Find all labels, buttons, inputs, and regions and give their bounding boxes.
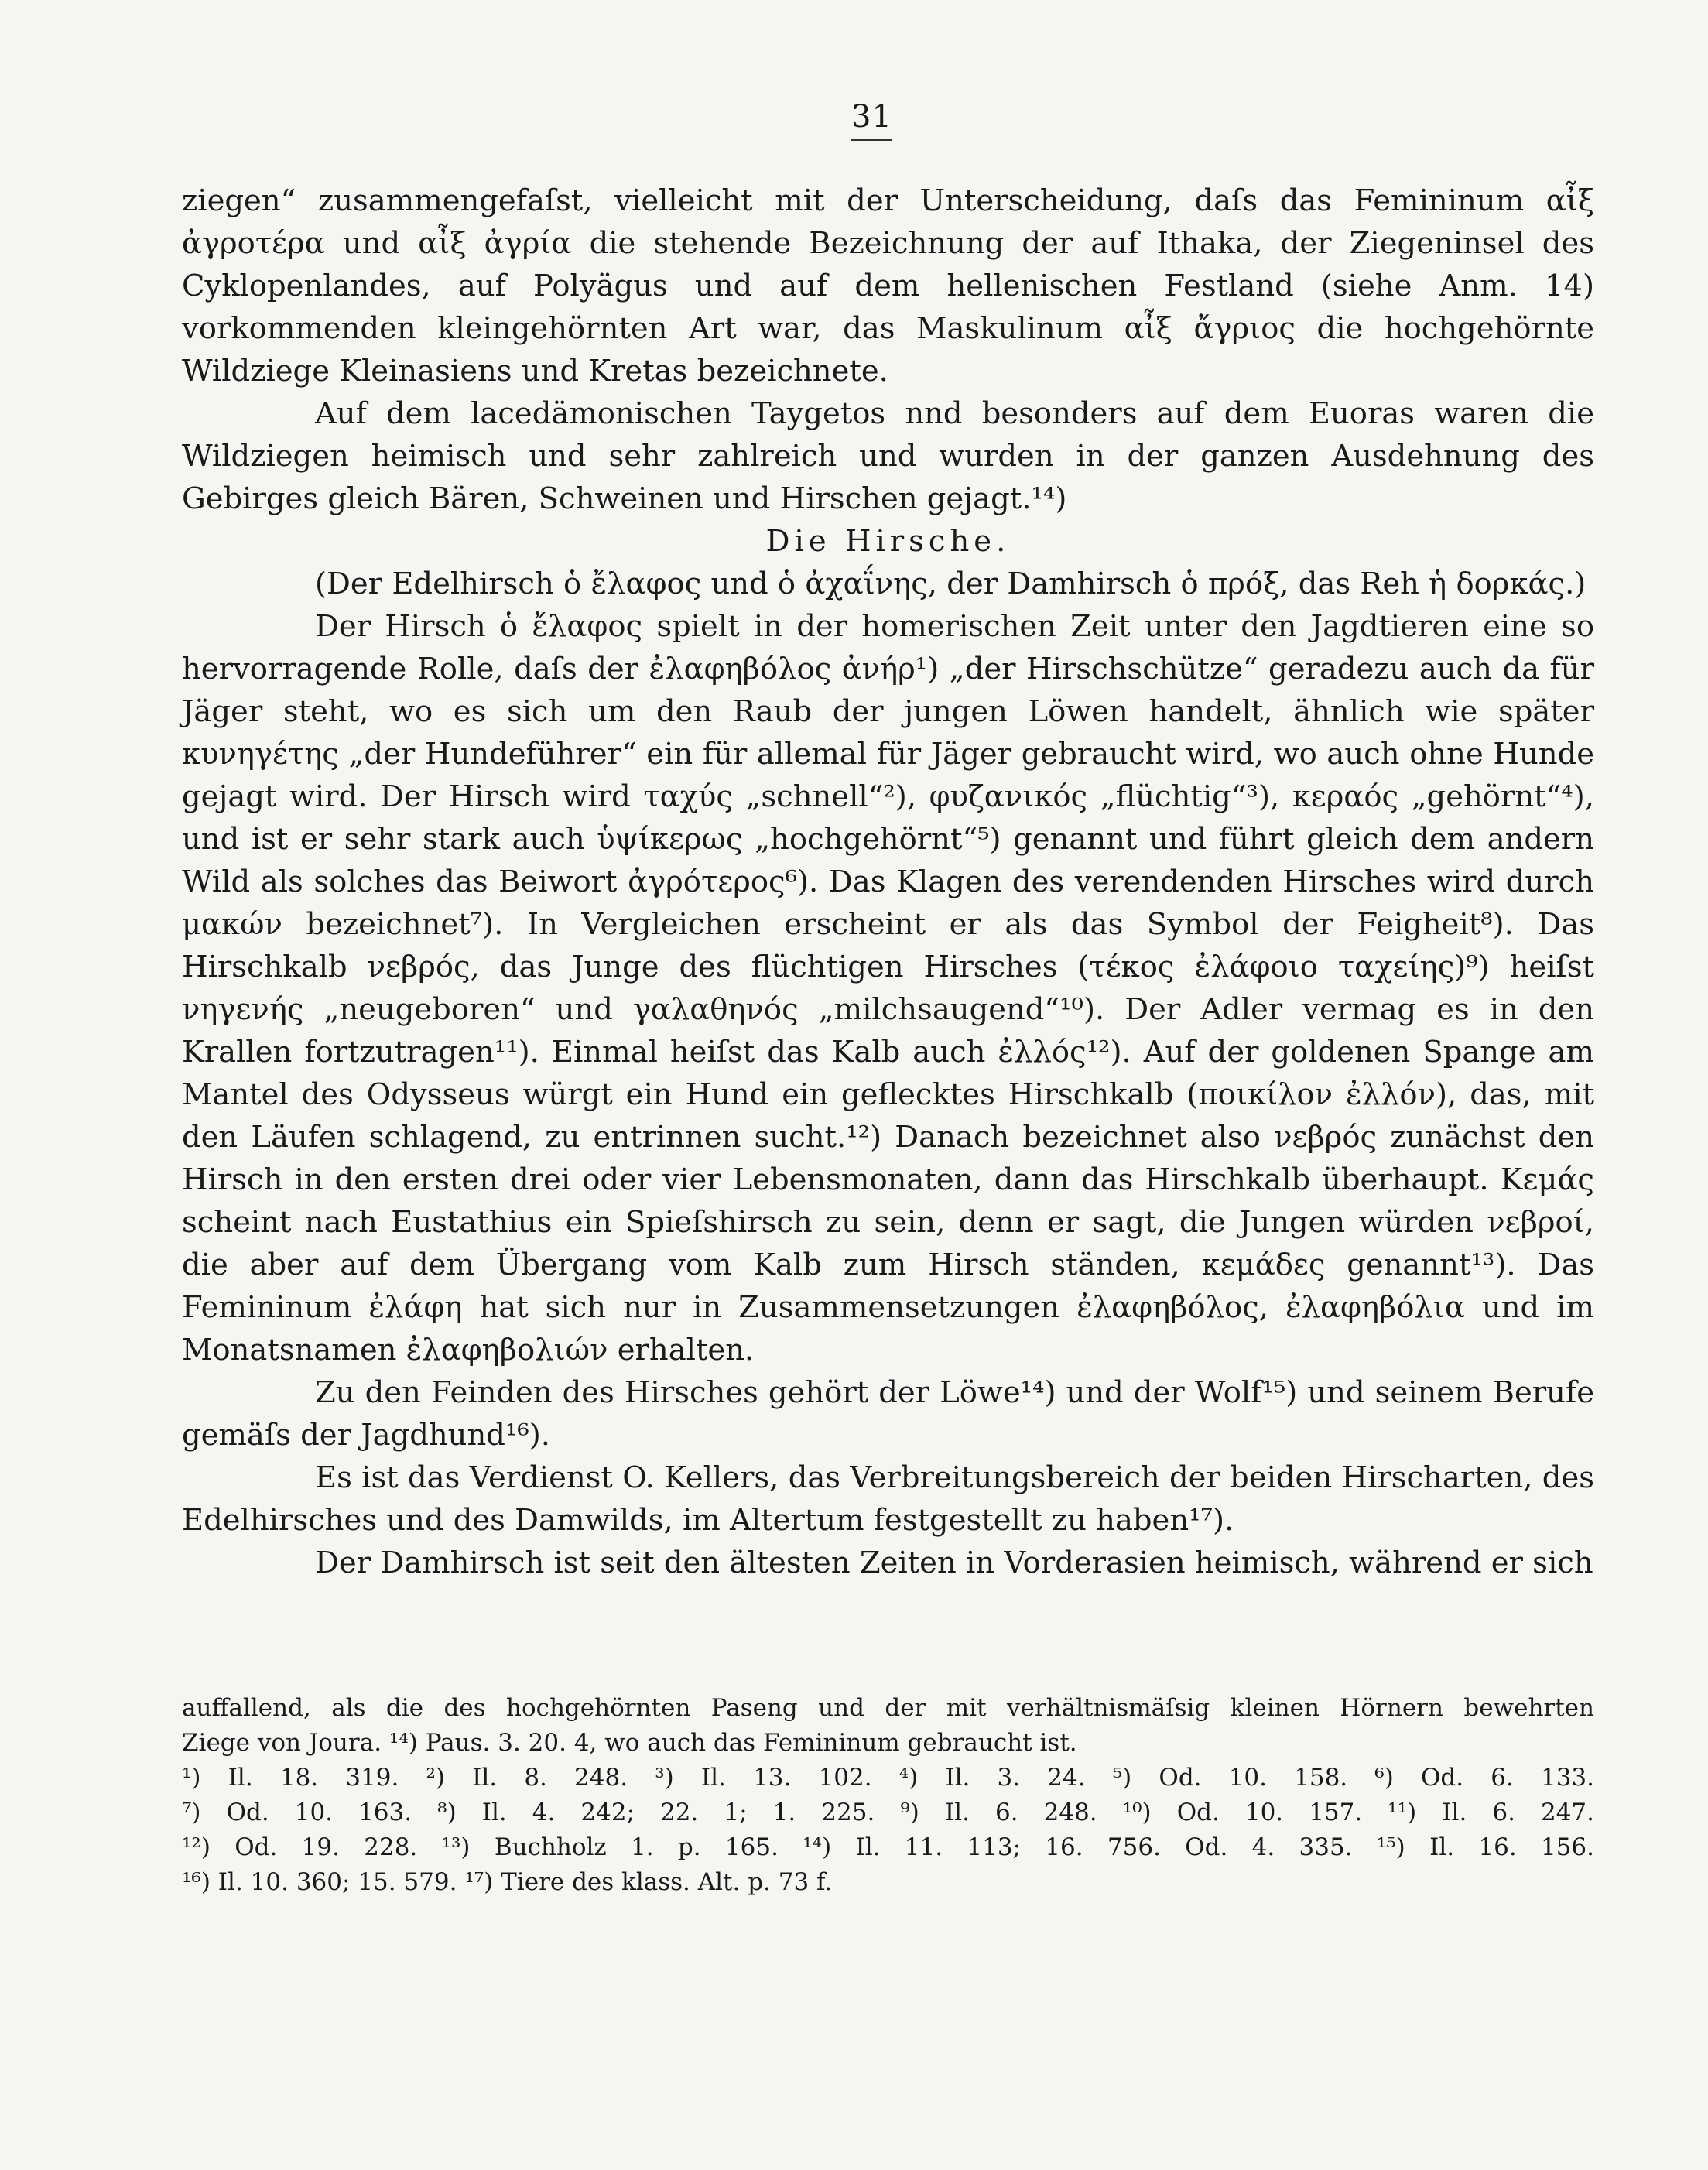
footnotes [182, 1691, 1594, 1900]
main-text [182, 180, 1594, 1584]
paragraph-6: Der Damhirsch ist seit den ältesten Zeiten in Vorderasien heimisch, während er sich [315, 1545, 1593, 1580]
footnote-line: ¹²) Od. 19. 228. ¹³) Buchholz 1. p. 165. ¹⁴) Il. 11. 113; 16. 756. Od. 4. 335. ¹⁵) Il. 16. 156. [182, 1833, 1594, 1861]
footnote-line: ⁷) Od. 10. 163. ⁸) Il. 4. 242; 22. 1; 1. 225. ⁹) Il. 6. 248. ¹⁰) Od. 10. 157. ¹¹) Il. 6. 247. [182, 1799, 1594, 1826]
paragraph-3: Der Hirsch ὁ ἔλαφος spielt in der homerischen Zeit unter den Jagdtieren eine so hervorragende Rolle, daſs der ἐλαφηβόλος ἀνήρ¹) „der Hirschschütze“ geradezu auch da für Jäger steht, wo es sich um den Raub der jungen Löwen handelt, ähnlich wie später κυνηγέτης „der Hundeführer“ ein für allemal für Jäger gebraucht wird, wo auch ohne Hunde gejagt wird. Der Hirsch wird ταχύς „schnell“²), φυζανικός „flüchtig“³), κεραός „gehörnt“⁴), und ist er sehr stark auch ὑψίκερως „hochgehörnt“⁵) genannt und führt gleich dem andern Wild als solches das Beiwort ἀγρότερος⁶). Das Klagen des verendenden Hirsches wird durch μακών bezeichnet⁷). In Vergleichen erscheint er als das Symbol der Feigheit⁸). Das Hirschkalb νεβρός, das Junge des flüchtigen Hirsches (τέκος ἐλάφοιο ταχείης)⁹) heiſst νηγενής „neugeboren“ und γαλαθηνός „milchsaugend“¹⁰). Der Adler vermag es in den Krallen fortzutragen¹¹). Einmal heiſst das Kalb auch ἐλλός¹²). Auf der goldenen Spange am Mantel des Odysseus würgt ein Hund ein geflecktes Hirschkalb (ποικίλον ἐλλόν), das, mit den Läufen schlagend, zu entrinnen sucht.¹²) Danach bezeichnet also νεβρός zunächst den Hirsch in den ersten drei oder vier Lebensmonaten, dann das Hirschkalb überhaupt. Κεμάς scheint nach Eustathius ein Spieſshirsch zu sein, denn er sagt, die Jungen würden νεβροί, die aber auf dem Übergang vom Kalb zum Hirsch ständen, κεμάδες genannt¹³). Das Femininum ἐλάφη hat sich nur in Zusammensetzungen ἐλαφηβόλος, ἐλαφηβόλια und im Monatsnamen ἐλαφηβολιών erhalten. [182, 609, 1594, 1367]
page-number: 31 [851, 99, 892, 141]
section-subheading: (Der Edelhirsch ὁ ἔλαφος und ὁ ἀχαΐνης, der Damhirsch ὁ πρόξ, das Reh ἡ δορκάς.) [315, 566, 1586, 601]
paragraph-2: Auf dem lacedämonischen Taygetos nnd besonders auf dem Euoras waren die Wildziegen heimisch und sehr zahlreich und wurden in der ganzen Ausdehnung des Gebirges gleich Bären, Schweinen und Hirschen gejagt.¹⁴) [182, 396, 1594, 516]
footnote-line: ¹) Il. 18. 319. ²) Il. 8. 248. ³) Il. 13. 102. ⁴) Il. 3. 24. ⁵) Od. 10. 158. ⁶) Od. 6. 133. [182, 1764, 1594, 1792]
paragraph-5: Es ist das Verdienst O. Kellers, das Verbreitungsbereich der beiden Hirscharten, des Edelhirsches und des Damwilds, im Altertum festgestellt zu haben¹⁷). [182, 1460, 1594, 1538]
footnote-line: ¹⁶) Il. 10. 360; 15. 579. ¹⁷) Tiere des klass. Alt. p. 73 f. [182, 1868, 833, 1896]
footnote-line: auffallend, als die des hochgehörnten Paseng und der mit verhältnismäſsig kleinen Hörnern bewehrten [182, 1694, 1594, 1722]
footnote-line: Ziege von Joura. ¹⁴) Paus. 3. 20. 4, wo auch das Femininum gebraucht ist. [182, 1729, 1077, 1757]
paragraph-4: Zu den Feinden des Hirsches gehört der Löwe¹⁴) und der Wolf¹⁵) und seinem Berufe gemäſs der Jagdhund¹⁶). [182, 1375, 1594, 1453]
paragraph-1: ziegen“ zusammengefaſst, vielleicht mit der Unterscheidung, daſs das Femininum αἶξ ἀγροτέρα und αἶξ ἀγρία die stehende Bezeichnung der auf Ithaka, der Ziegeninsel des Cyklopenlandes, auf Polyägus und auf dem hellenischen Festland (siehe Anm. 14) vorkommenden kleingehörnten Art war, das Maskulinum αἶξ ἄγριος die hochgehörnte Wildziege Kleinasiens und Kretas bezeichnete. [182, 183, 1594, 388]
section-heading: Die Hirsche. [765, 524, 1011, 559]
